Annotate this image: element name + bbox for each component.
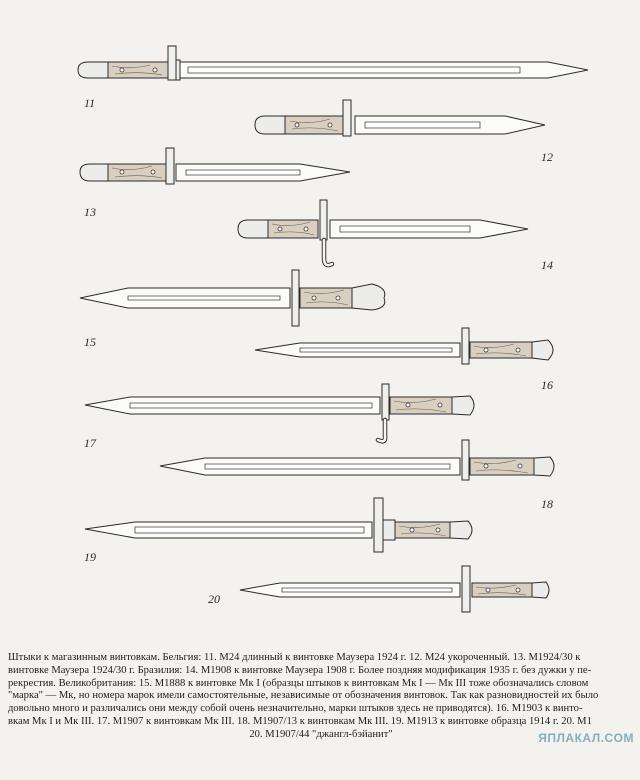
figure-number-12: 12 xyxy=(541,150,553,164)
figure-number-11: 11 xyxy=(84,96,96,110)
caption-line-4: "марка" — Мк, но номера марок имели самостоятельные, независимые от обозначения винтовок. Так как разновидностей их было xyxy=(8,690,599,702)
bayonet-13 xyxy=(80,148,350,184)
bayonet-15 xyxy=(80,270,385,326)
caption-line-2: винтовке Маузера 1924/30 г. Бразилия: 14. М1908 к винтовке Маузера 1908 г. Более поздняя модификация 1935 г. без дужки у пе- xyxy=(8,664,592,676)
figure-number-16: 16 xyxy=(541,378,553,392)
caption-line-1: Штыки к магазинным винтовкам. Бельгия: 11. М24 длинный к винтовке Маузера 1924 г. 12. М24 укороченный. 13. М1924/30 к xyxy=(8,652,581,663)
figure-number-18: 18 xyxy=(541,497,553,511)
caption-line-3: рекрестия. Великобритания: 15. М1888 к винтовке Мк I (образцы штыков к винтовкам Мк I — Мк III тоже обозначались словом xyxy=(8,677,589,689)
caption-line-7: 20. М1907/44 "джангл-бэйанит" xyxy=(249,728,393,740)
figure-caption xyxy=(8,652,634,742)
figure-number-13: 13 xyxy=(84,205,96,219)
bayonet-12 xyxy=(255,100,545,136)
watermark: ЯПЛАКАЛ.COM xyxy=(538,731,634,745)
bayonet-16 xyxy=(255,328,553,364)
figure-number-15: 15 xyxy=(84,335,96,349)
bayonet-20 xyxy=(240,566,549,612)
caption-line-6: вкам Мк I и Мк III. 17. М1907 к винтовкам Мк III. 18. М1907/13 к винтовкам Мк III. 19. М1913 к винтовке образца 1914 г. 20. М1 xyxy=(8,715,592,727)
bayonet-14 xyxy=(238,200,528,265)
bayonet-11 xyxy=(78,46,588,80)
bayonet-17 xyxy=(85,384,474,441)
caption-line-5: довольно много и различались они между собой очень незначительно, марки штыков здесь не приводятся). 16. М1903 к винто- xyxy=(8,703,583,715)
figure-number-19: 19 xyxy=(84,550,96,564)
bayonet-18 xyxy=(160,440,554,480)
figure-number-20: 20 xyxy=(208,592,220,606)
figure-number-14: 14 xyxy=(541,258,553,272)
figure-number-17: 17 xyxy=(84,436,96,450)
bayonet-19 xyxy=(85,498,472,552)
